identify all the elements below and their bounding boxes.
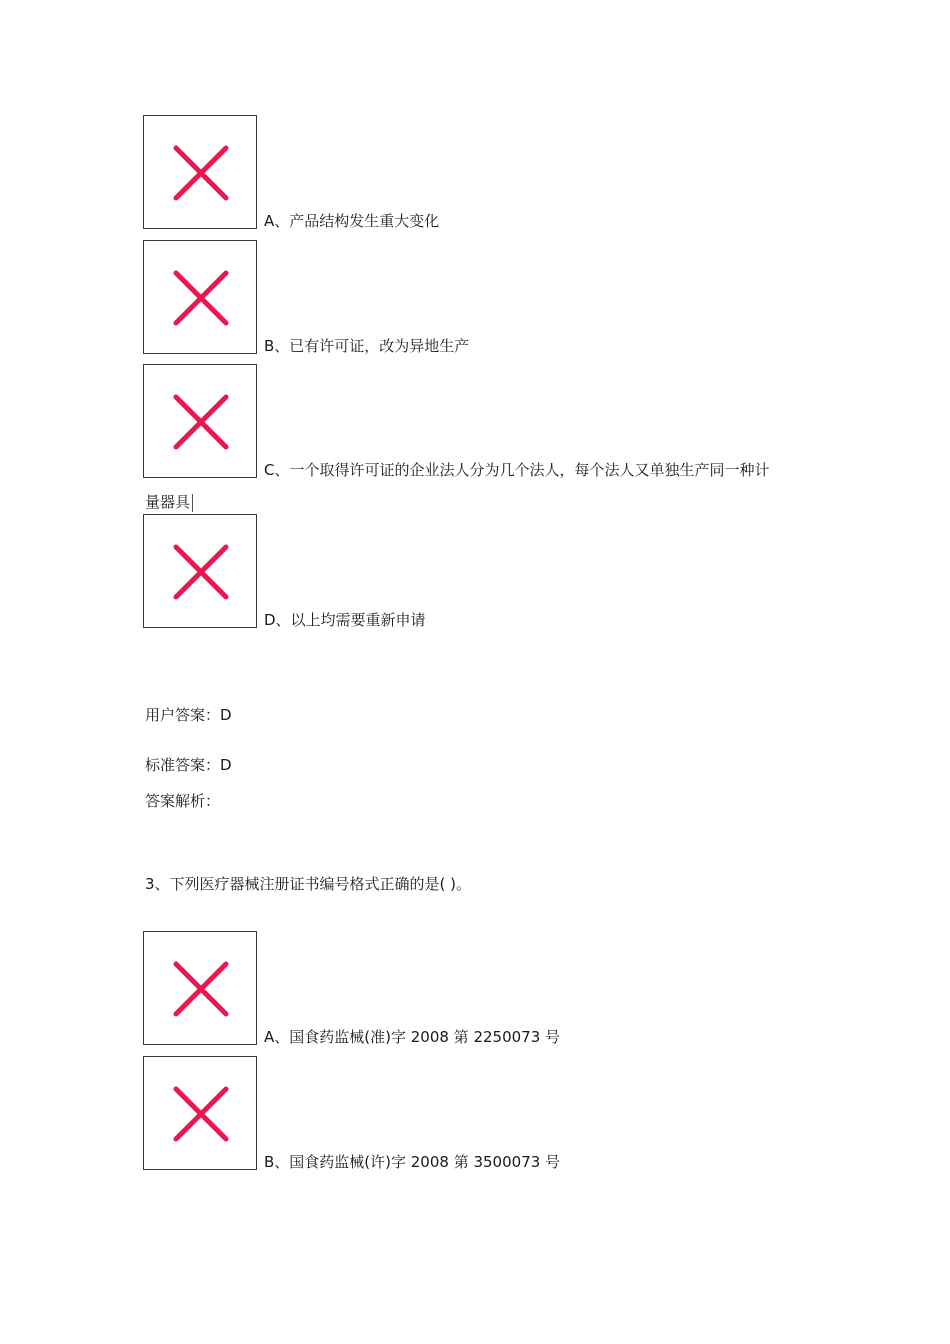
text-cursor <box>192 494 193 512</box>
q3-option-b[interactable] <box>143 1056 843 1172</box>
broken-image-x-icon <box>143 1056 257 1170</box>
option-c-continuation-text: 量器具 <box>145 493 191 511</box>
option-b-label: B、已有许可证，改为异地生产 <box>264 337 470 355</box>
user-answer: 用户答案：D <box>145 706 232 724</box>
option-c[interactable] <box>143 364 843 480</box>
broken-image-x-icon <box>143 240 257 354</box>
q3-option-a[interactable] <box>143 931 843 1047</box>
broken-image-x-icon <box>143 364 257 478</box>
option-b[interactable] <box>143 240 843 356</box>
option-c-label: C、一个取得许可证的企业法人分为几个法人，每个法人又单独生产同一种计 <box>264 461 770 479</box>
option-a-label: A、产品结构发生重大变化 <box>264 212 440 230</box>
q3-option-a-label: A、国食药监械(准)字 2008 第 2250073 号 <box>264 1028 561 1046</box>
q3-option-b-label: B、国食药监械(许)字 2008 第 3500073 号 <box>264 1153 561 1171</box>
broken-image-x-icon <box>143 931 257 1045</box>
answer-analysis: 答案解析： <box>145 792 221 810</box>
broken-image-x-icon <box>143 514 257 628</box>
option-d[interactable] <box>143 514 843 630</box>
broken-image-x-icon <box>143 115 257 229</box>
standard-answer: 标准答案：D <box>145 756 232 774</box>
option-d-label: D、以上均需要重新申请 <box>264 611 426 629</box>
option-c-continuation <box>145 492 193 512</box>
question-3-title: 3、下列医疗器械注册证书编号格式正确的是( )。 <box>145 875 472 893</box>
option-a[interactable] <box>143 115 843 231</box>
